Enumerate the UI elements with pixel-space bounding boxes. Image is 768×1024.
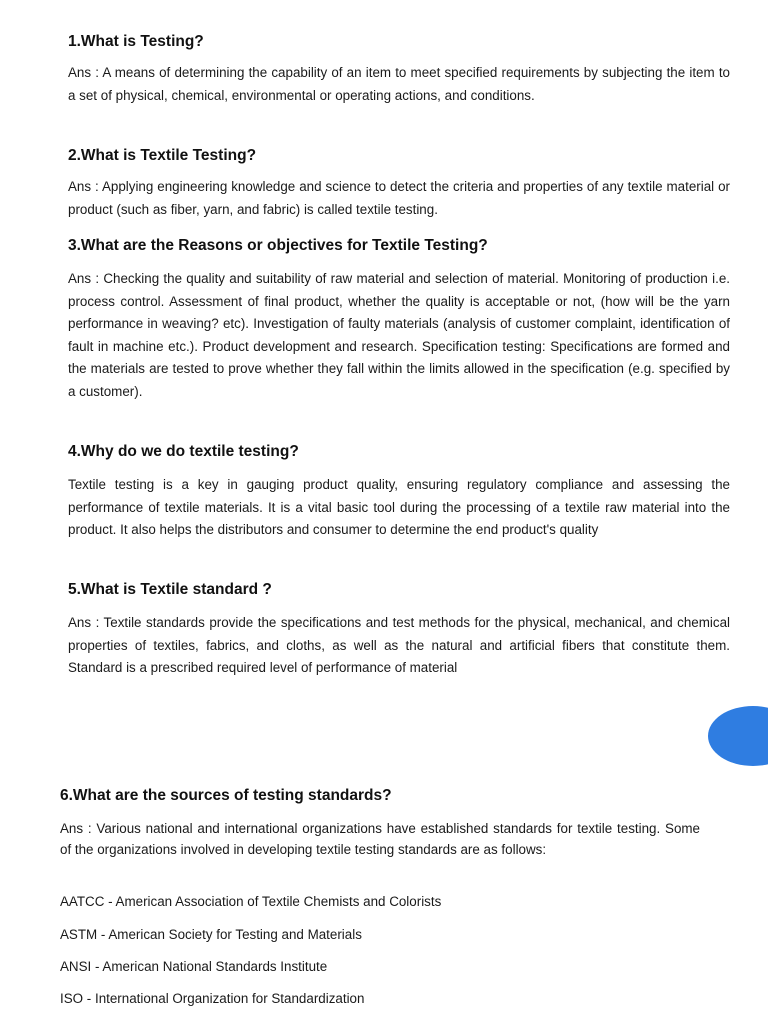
answer-text: Ans : A means of determining the capability of an item to meet specified requirements by subjecting the item to a set of physical, chemical, environmental or operating actions, and conditions. — [68, 65, 730, 103]
question-title: 1.What is Testing? — [68, 33, 204, 50]
question-5 — [68, 580, 730, 600]
answer-text: Ans : Various national and international organizations have established standards for textile testing. Some of the organizations involved in developing textile testing standards are as follows: — [60, 821, 700, 857]
answer-text: Ans : Checking the quality and suitability of raw material and selection of material. Monitoring of production i.e. process control. Assessment of final product, whether the quality is acceptable or not, (how will be the yarn performance in weaving? etc). Investigation of faulty materials (analysis of customer complaint, identification of fault in machine etc.). Product development and research. Specification testing: Specifications are formed and the materials are tested to prove whether they fall within the limits allowed in the specification (e.g. specified by a customer). — [68, 271, 730, 399]
scroll-indicator — [708, 706, 768, 766]
org-aatcc: AATCC - American Association of Textile Chemists and Colorists — [60, 894, 442, 909]
answer-text: Textile testing is a key in gauging product quality, ensuring regulatory compliance and assessing the performance of textile materials. It is a vital basic tool during the processing of a textile raw material into the product. It also helps the distributors and consumer to determine the end product's quality — [68, 477, 730, 537]
answer-text: Ans : Applying engineering knowledge and science to detect the criteria and properties of any textile material or product (such as fiber, yarn, and fabric) is called textile testing. — [68, 179, 730, 217]
org-ansi: ANSI - American National Standards Institute — [60, 959, 328, 974]
question-title: 4.Why do we do textile testing? — [68, 443, 299, 460]
question-title: 5.What is Textile standard ? — [68, 581, 272, 598]
answer-text: Ans : Textile standards provide the specifications and test methods for the physical, mechanical, and chemical properties of textiles, fabrics, and cloths, as well as the natural and artificial fibers that constitute them. Standard is a prescribed required level of performance of material — [68, 615, 730, 675]
org-iso: ISO - International Organization for Standardization — [60, 991, 365, 1006]
question-6 — [60, 786, 700, 806]
answer-4 — [68, 474, 730, 542]
answer-3 — [68, 268, 730, 403]
answer-5 — [68, 612, 730, 680]
question-2 — [68, 146, 730, 166]
question-1 — [68, 32, 730, 52]
org-astm: ASTM - American Society for Testing and Materials — [60, 927, 362, 942]
answer-6 — [60, 818, 700, 860]
question-4 — [68, 442, 730, 462]
question-title: 2.What is Textile Testing? — [68, 147, 257, 164]
answer-2 — [68, 176, 730, 221]
question-title: 3.What are the Reasons or objectives for Textile Testing? — [68, 237, 488, 254]
answer-1 — [68, 62, 730, 107]
question-title: 6.What are the sources of testing standards? — [60, 787, 392, 804]
question-3 — [68, 236, 730, 256]
